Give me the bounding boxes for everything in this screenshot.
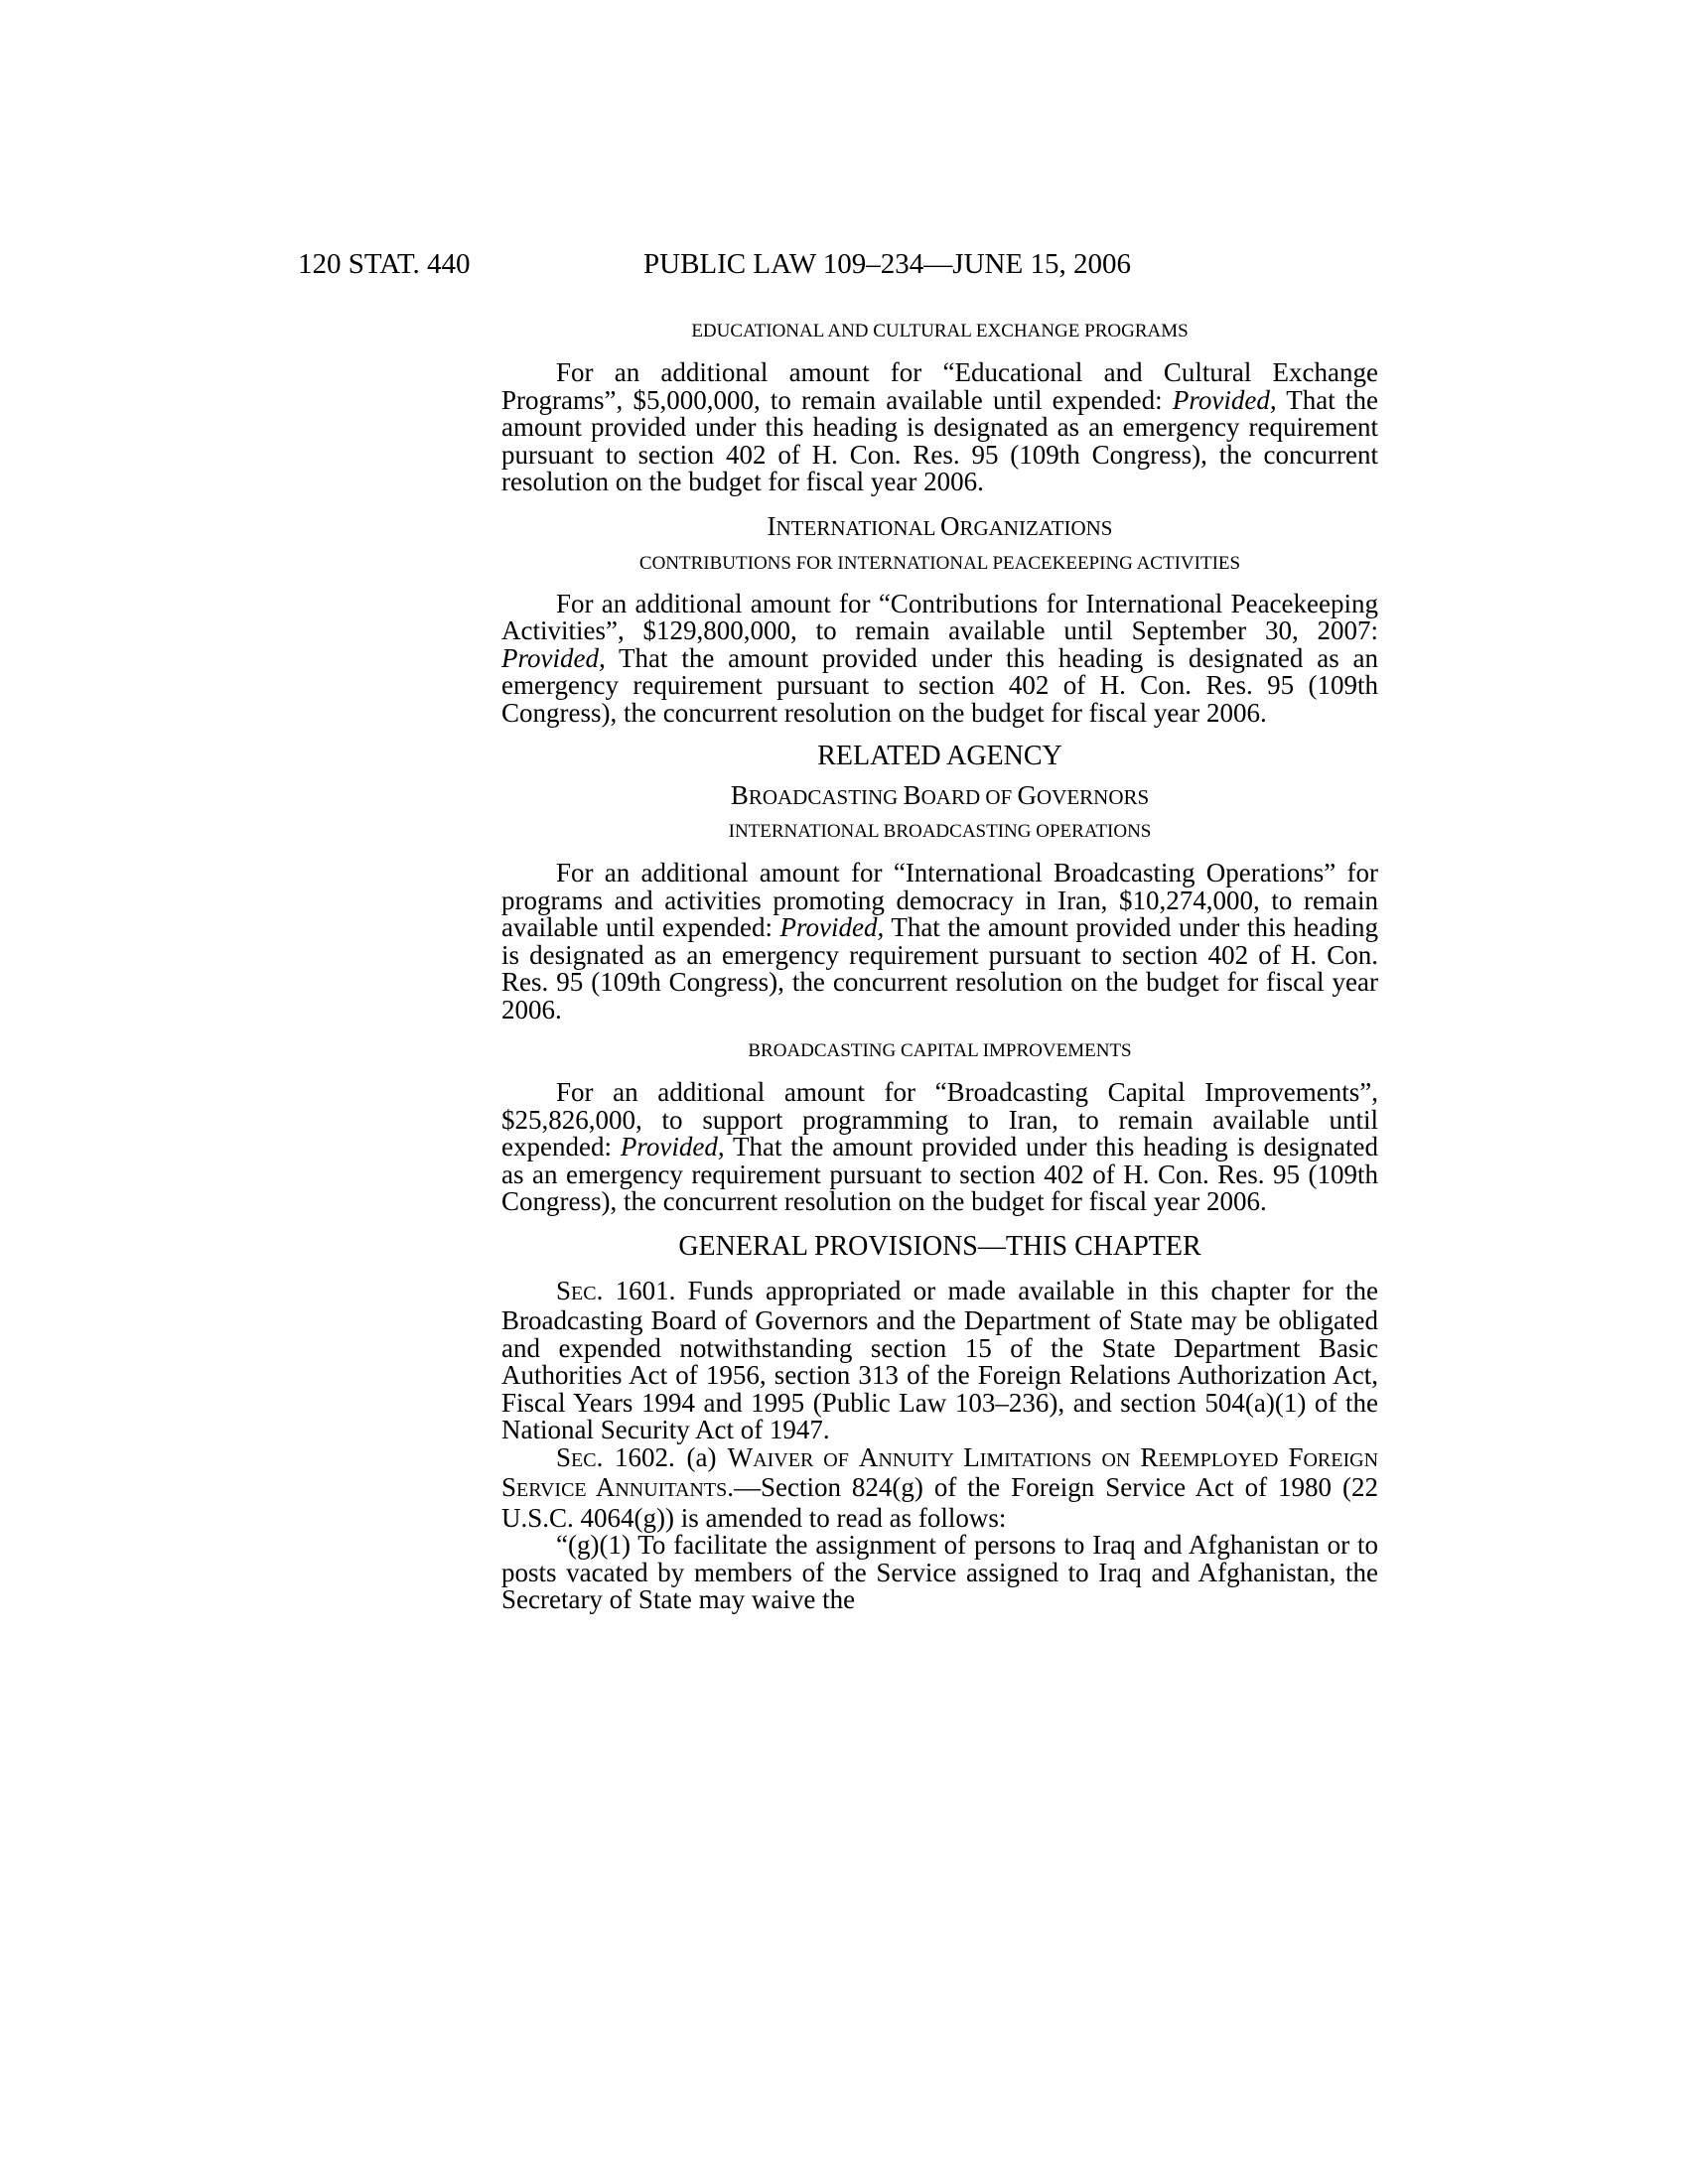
paragraph-broadcasting-capital-improvements: For an additional amount for “Broadcasting Capital Improvements”, $25,826,000, to support programming to Iran, to remain available until expended: Provided, That the amount provided under this heading is designated as an emergency requirement pursuant to section 402 of H. Con. Res. 95 (109th Congress), the concurrent resolution on the budget for fiscal year 2006. — [501, 1077, 1379, 1216]
heading-peacekeeping-contributions: CONTRIBUTIONS FOR INTERNATIONAL PEACEKEEPING ACTIVITIES — [638, 552, 1241, 574]
heading-general-provisions: GENERAL PROVISIONS—THIS CHAPTER — [678, 1230, 1201, 1262]
heading-international-organizations: INTERNATIONAL ORGANIZATIONS — [767, 510, 1113, 541]
paragraph-international-broadcasting-operations: For an additional amount for “International Broadcasting Operations” for programs and activities promoting democracy in Iran, $10,274,000, to remain available until expended: Provided, That the amount provided under this heading is designated as an emergency requirement pursuant to section 402 of H. Con. Res. 95 (109th Congress), the concurrent resolution on the budget for fiscal year 2006. — [501, 858, 1378, 1024]
document-body — [501, 320, 1378, 1614]
heading-related-agency: RELATED AGENCY — [817, 741, 1062, 771]
paragraph-subsection-g1: “(g)(1) To facilitate the assignment of persons to Iraq and Afghanistan or to posts vacated by members of the Service assigned to Iraq and Afghanistan, the Secretary of State may waive the — [501, 1530, 1378, 1614]
heading-broadcasting-capital-improvements: BROADCASTING CAPITAL IMPROVEMENTS — [748, 1040, 1132, 1061]
paragraph-peacekeeping-contributions: For an additional amount for “Contributions for International Peacekeeping Activities”, $129,800,000, to remain available until September 30, 2007: Provided, That the amount provided under this heading is designated as an emergency requirement pursuant to section 402 of H. Con. Res. 95 (109th Congress), the concurrent resolution on the budget for fiscal year 2006. — [501, 588, 1378, 728]
paragraph-section-1602: SEC. 1602. (a) WAIVER OF ANNUITY LIMITATIONS ON REEMPLOYED FOREIGN SERVICE ANNUITANTS.—Section 824(g) of the Foreign Service Act of 1980 (22 U.S.C. 4064(g)) is amended to read as follows: — [501, 1441, 1379, 1533]
heading-international-broadcasting-operations: INTERNATIONAL BROADCASTING OPERATIONS — [728, 821, 1152, 842]
paragraph-educational-exchange: For an additional amount for “Educational and Cultural Exchange Programs”, $5,000,000, to remain available until expended: Provided, That the amount provided under this heading is designated as an emergency requirement pursuant to section 402 of H. Con. Res. 95 (109th Congress), the concurrent resolution on the budget for fiscal year 2006. — [501, 357, 1378, 496]
statute-reference: 120 STAT. 440 — [298, 248, 471, 280]
paragraph-section-1601: SEC. 1601. Funds appropriated or made available in this chapter for the Broadcasting Board of Governors and the Department of State may be obligated and expended notwithstanding section 15 of the State Department Basic Authorities Act of 1956, section 313 of the Foreign Relations Authorization Act, Fiscal Years 1994 and 1995 (Public Law 103–236), and section 504(a)(1) of the National Security Act of 1947. — [501, 1275, 1378, 1444]
page-header — [298, 248, 1370, 288]
law-title: PUBLIC LAW 109–234—JUNE 15, 2006 — [643, 248, 1131, 280]
heading-educational-exchange: EDUCATIONAL AND CULTURAL EXCHANGE PROGRAMS — [691, 321, 1189, 341]
heading-broadcasting-board: BROADCASTING BOARD OF GOVERNORS — [730, 780, 1150, 810]
